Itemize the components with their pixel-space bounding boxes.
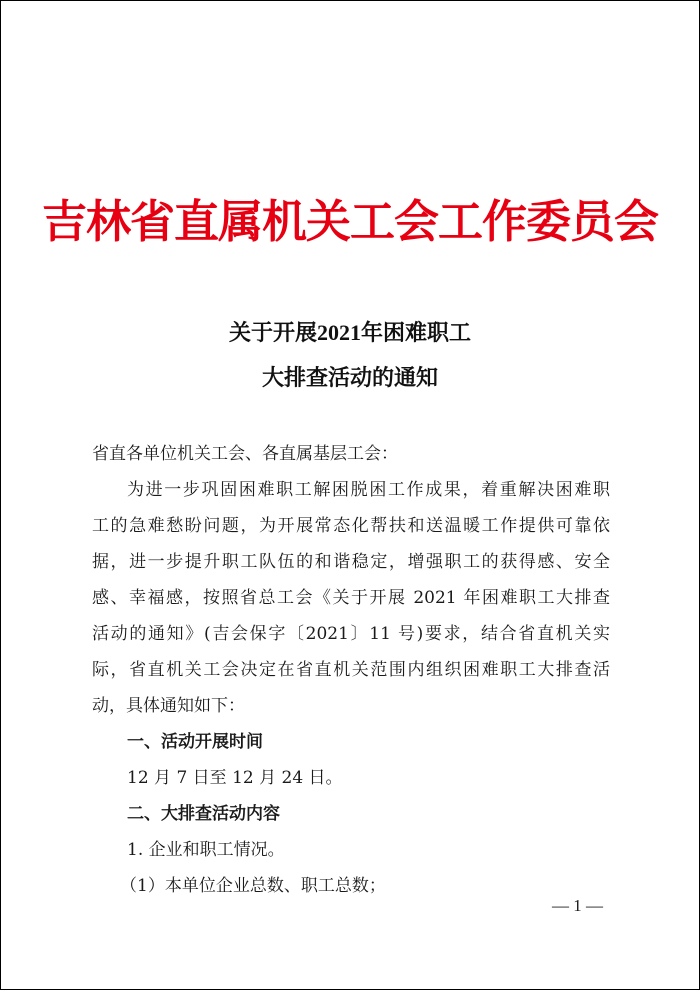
paragraph-line: 际，省直机关工会决定在省直机关范围内组织困难职工大排查活 <box>92 660 610 680</box>
document-title-line-1: 关于开展2021年困难职工 <box>228 320 471 345</box>
list-item: 1. 企业和职工情况。 <box>127 840 285 860</box>
paragraph-line: 工的急难愁盼问题，为开展常态化帮扶和送温暖工作提供可靠依 <box>92 516 610 536</box>
list-item: （1）本单位企业总数、职工总数； <box>120 876 386 896</box>
paragraph-line: 活动的通知》(吉会保字〔2021〕11 号)要求，结合省直机关实 <box>92 624 610 644</box>
paragraph-line: 动，具体通知如下： <box>92 696 245 716</box>
activity-date-range: 12 月 7 日至 12 月 24 日。 <box>127 768 343 788</box>
document-title-line-2: 大排查活动的通知 <box>261 365 438 390</box>
salutation: 省直各单位机关工会、各直属基层工会： <box>92 444 398 464</box>
paragraph-line: 感、幸福感，按照省总工会《关于开展 2021 年困难职工大排查 <box>92 588 610 608</box>
paragraph-line: 为进一步巩固困难职工解困脱困工作成果，着重解决困难职 <box>127 480 610 500</box>
paragraph-line: 据，进一步提升职工队伍的和谐稳定，增强职工的获得感、安全 <box>92 552 610 572</box>
page-number: — 1 — <box>552 896 603 915</box>
section-heading-activity-content: 二、大排查活动内容 <box>127 804 280 824</box>
section-heading-activity-time: 一、活动开展时间 <box>127 732 263 752</box>
issuing-organization-header: 吉林省直属机关工会工作委员会 <box>41 195 658 248</box>
